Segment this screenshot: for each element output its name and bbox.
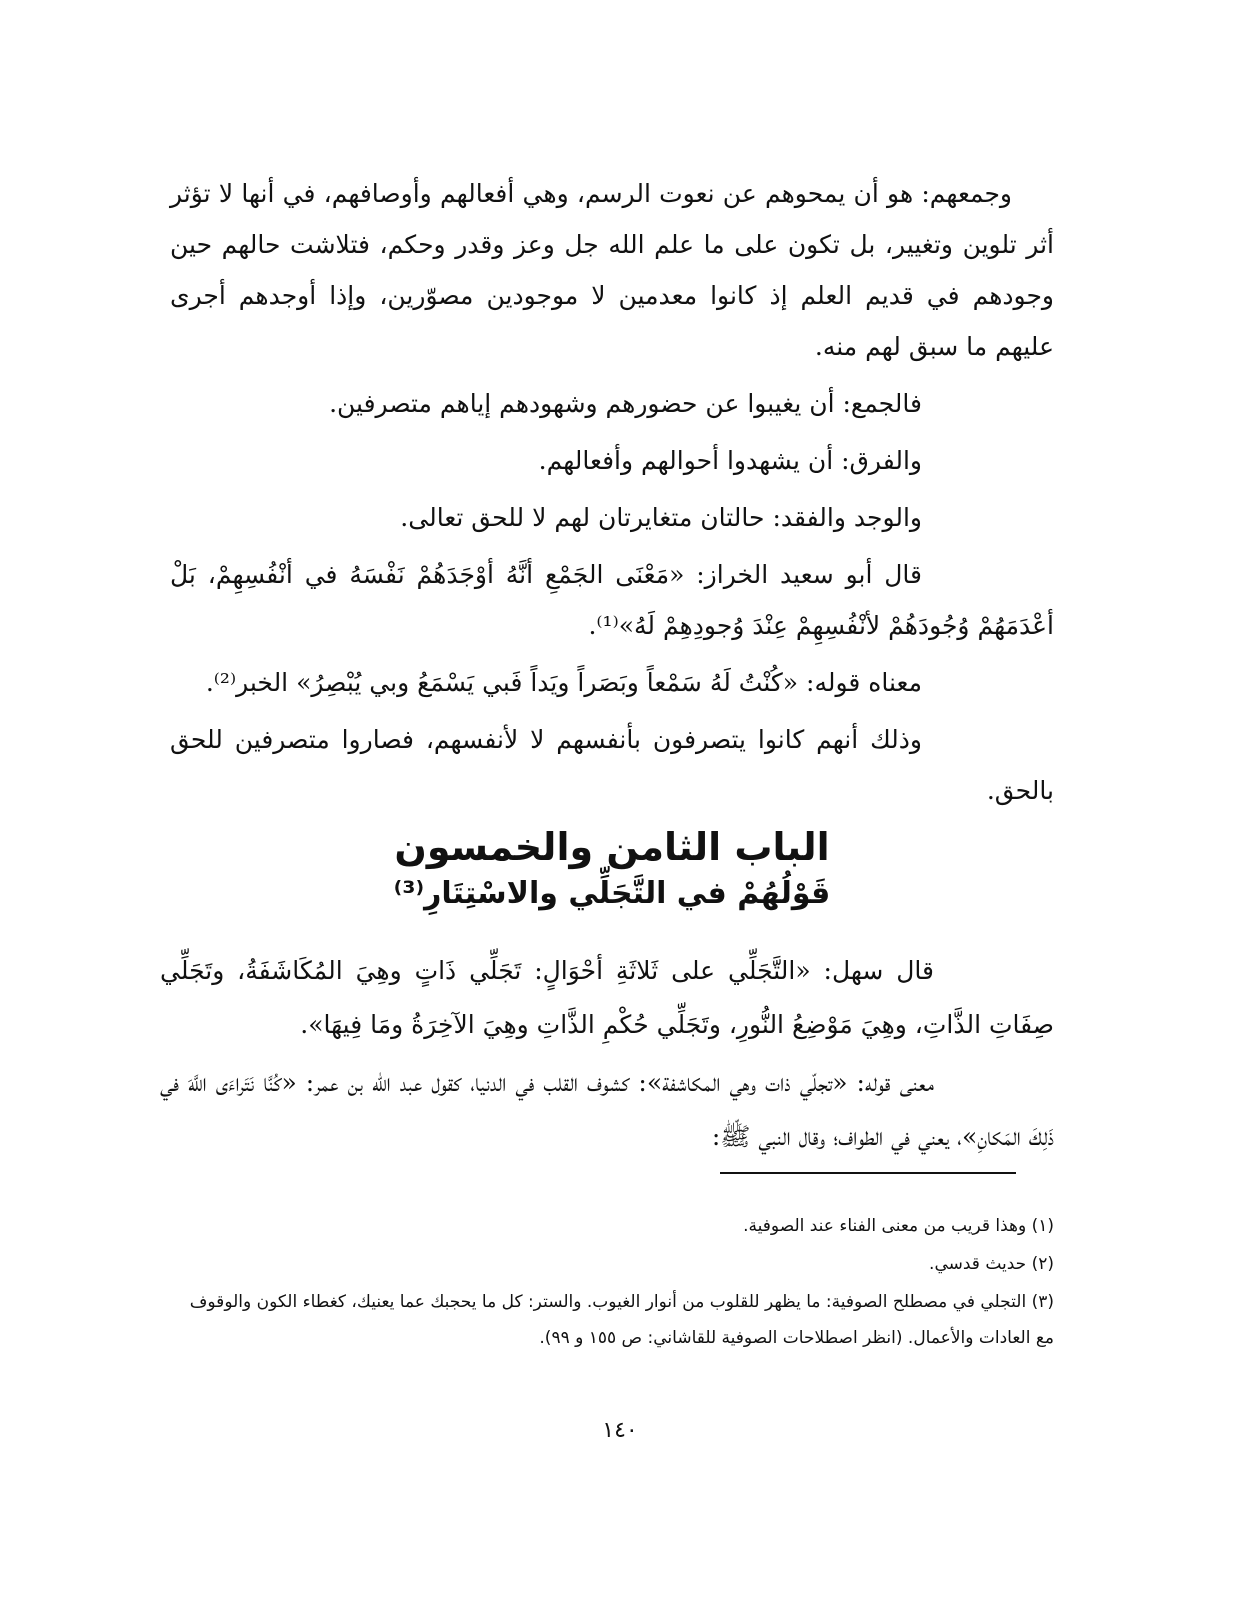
paragraph-kharraz-quote: قال أبو سعيد الخراز: «مَعْنَى الجَمْعِ أنَّهُ أوْجَدَهُمْ نَفْسَهُ في أنْفُسِهِمْ، بَلْ أعْدَمَهُمْ وُجُودَهُمْ لأنْفُسِهِمْ عِنْدَ وُجودِهِمْ لَهُ»⁽¹⁾. — [170, 560, 1054, 640]
footnote-2: (٢) حديث قدسي. — [929, 1254, 1054, 1274]
chapter-title: الباب الثامن والخمسون — [394, 825, 830, 869]
footnote-divider — [720, 1172, 1016, 1174]
footnote-1: (١) وهذا قريب من معنى الفناء عند الصوفية. — [743, 1216, 1054, 1236]
chapter-heading — [170, 822, 1054, 916]
chapter-subtitle: قَوْلُهُمْ في التَّجَلِّي والاسْتِتَارِ⁽³⁾ — [393, 876, 831, 911]
page-number: ١٤٠ — [602, 1418, 638, 1443]
paragraph-definition-farq: والفرق: أن يشهدوا أحوالهم وأفعالهم. — [538, 446, 922, 475]
paragraph-commentary: معنى قوله: «تجلّي ذات وهي المكاشفة»: كشوف القلب في الدنيا، كقول عبد الله بن عمر: «كُنَّا نَتَراءَى اللَّهَ في ذَلِكَ المَكانِ»، يعني في الطواف؛ وقال النبي ﷺ: — [160, 1068, 1054, 1151]
footnote-3: (٣) التجلي في مصطلح الصوفية: ما يظهر للقلوب من أنوار الغيوب. والستر: كل ما يحجبك عما يعنيك، كغطاء الكون والوقوف مع العادات والأعمال. (انظر اصطلاحات الصوفية للقاشاني: ص ١٥٥ و ٩٩). — [189, 1292, 1054, 1348]
footnotes — [172, 1208, 1054, 1358]
paragraph-sahl-quote: قال سهل: «التَّجَلِّي على ثَلاثَةِ أحْوَالٍ: تَجَلِّي ذَاتٍ وهِيَ المُكَاشَفَةُ، وتَجَلِّي صِفَاتِ الذَّاتِ، وهِيَ مَوْضِعُ النُّورِ، وتَجَلِّي حُكْمِ الذَّاتِ وهِيَ الآخِرَةُ ومَا فِيهَا». — [160, 956, 1054, 1039]
paragraph-hadith-quote: معناه قوله: «كُنْتُ لَهُ سَمْعاً وبَصَراً ويَداً فَبي يَسْمَعُ وبي يُبْصِرُ» الخبر⁽²⁾. — [205, 668, 922, 697]
paragraph-jam: وجمعهم: هو أن يمحوهم عن نعوت الرسم، وهي أفعالهم وأوصافهم، في أنها لا تؤثر أثر تلوين وتغيير، بل تكون على ما علم الله جل وعز وقدر وحكم، فتلاشت حالهم حين وجودهم في قديم العلم إذ كانوا معدمين لا موجودين مصوّرين، وإذا أوجدهم أجرى عليهم ما سبق لهم منه. — [170, 179, 1054, 361]
paragraph-conclusion: وذلك أنهم كانوا يتصرفون بأنفسهم لا لأنفسهم، فصاروا متصرفين للحق بالحق. — [170, 725, 1054, 805]
paragraph-definition-jam: فالجمع: أن يغيبوا عن حضورهم وشهودهم إياهم متصرفين. — [329, 389, 922, 418]
paragraph-definition-wajd: والوجد والفقد: حالتان متغايرتان لهم لا للحق تعالى. — [400, 503, 922, 532]
body-text — [170, 168, 1054, 816]
section-text — [160, 944, 1054, 1164]
